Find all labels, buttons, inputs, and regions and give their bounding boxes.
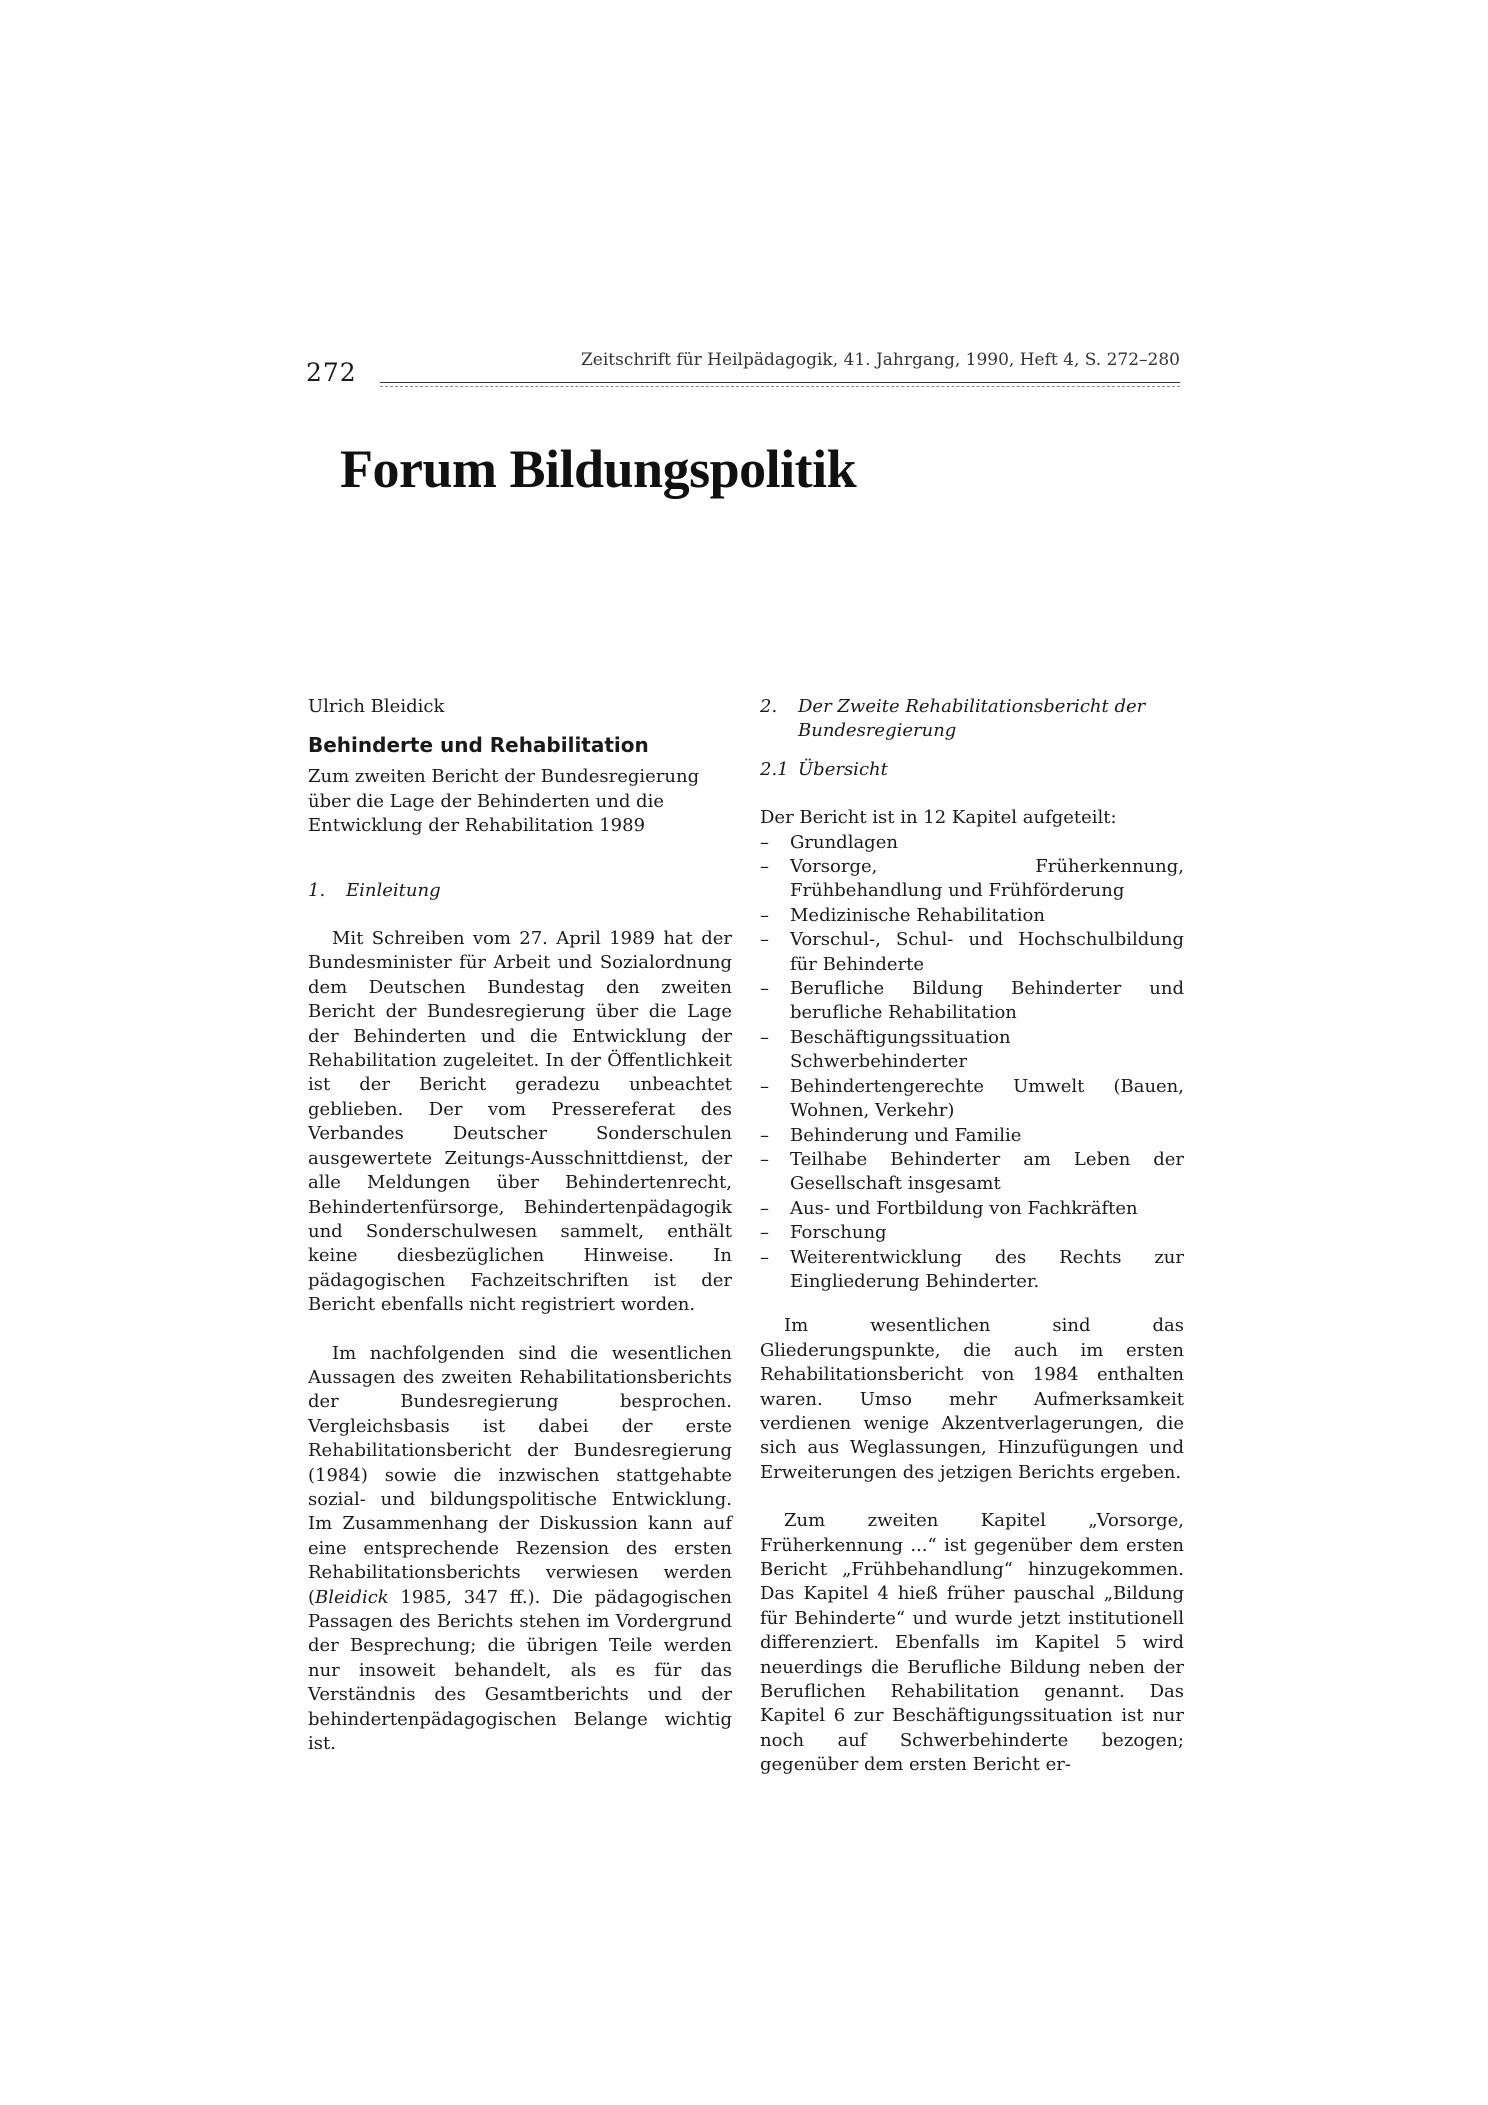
list-dash: –	[760, 856, 769, 878]
list-dash: –	[760, 1148, 769, 1170]
paragraph: Im wesentlichen sind das Gliederungspunkte, die auch im ersten Rehabilitationsbericht von 1984 enthalten waren. Umso mehr Aufmerksamkeit verdienen wenige Akzentverlagerungen, die sich aus Weglassungen, Hinzufügungen und Erweiterungen des jetzigen Berichts ergeben.	[760, 1315, 1184, 1483]
left-column	[308, 695, 732, 1780]
list-dash: –	[760, 1197, 769, 1219]
header-rule	[380, 382, 1180, 383]
heading-uebersicht	[760, 758, 1184, 782]
heading-text: Der Zweite Rehabilitationsbericht der Bundesregierung	[798, 696, 1146, 742]
chapter-list-item	[760, 1026, 1184, 1075]
list-dash: –	[760, 831, 769, 853]
header-rule-secondary	[380, 386, 1180, 387]
article-subtitle: Zum zweiten Bericht der Bundesregierung über die Lage der Behinderten und die Entwicklung der Rehabilitation 1989	[308, 766, 700, 837]
chapter-list-item-text: Grundlagen	[790, 831, 898, 853]
chapter-list-item-text: Forschung	[790, 1222, 887, 1244]
list-dash: –	[760, 929, 769, 951]
chapter-list-item	[760, 977, 1184, 1026]
list-intro: Der Bericht ist in 12 Kapitel aufgeteilt:	[760, 807, 1117, 829]
list-dash: –	[760, 904, 769, 926]
chapter-list-item-text: Vorschul-, Schul- und Hochschulbildung für Behinderte	[790, 929, 1184, 975]
chapter-list-item	[760, 1221, 1184, 1245]
chapter-list-item	[760, 831, 1184, 855]
heading-text: Übersicht	[798, 758, 888, 780]
heading-number: 2.1	[760, 758, 789, 780]
paragraph: Zum zweiten Kapitel „Vorsorge, Früherkennung ...“ ist gegenüber dem ersten Bericht „Frühbehandlung“ hinzugekommen. Das Kapitel 4 hieß früher pauschal „Bildung für Behinderte“ und wurde jetzt institutionell differenziert. Ebenfalls im Kapitel 5 wird neuerdings die Berufliche Bildung neben der Beruflichen Rehabilitation genannt. Das Kapitel 6 zur Beschäftigungssituation ist nur noch auf Schwerbehinderte bezogen; gegenüber dem ersten Bericht er-	[760, 1510, 1184, 1776]
chapter-list-item-text: Aus- und Fortbildung von Fachkräften	[790, 1197, 1138, 1219]
chapter-list-item	[760, 855, 1184, 904]
chapter-list-item	[760, 1246, 1184, 1295]
heading-einleitung	[308, 879, 732, 903]
chapter-list-item-text: Behindertengerechte Umwelt (Bauen, Wohnen, Verkehr)	[790, 1075, 1184, 1122]
right-column	[760, 695, 1184, 1802]
section-title: Forum Bildungspolitik	[340, 439, 857, 499]
chapter-list-item	[760, 1124, 1184, 1148]
paragraph-text: Im nachfolgenden sind die wesentlichen Aussagen des zweiten Rehabilitationsberichts der Bundesregierung besprochen. Vergleichsbasis ist dabei der erste Rehabilitationsbericht der Bundesregierung (1984) sowie die inzwischen stattgehabte sozial- und bildungspolitische Entwicklung. Im Zusammenhang der Diskussion kann auf eine entsprechende Rezension des ersten Rehabilitationsberichts verwiesen werden (	[308, 1342, 732, 1608]
heading-number: 2.	[760, 696, 778, 717]
heading-text: Einleitung	[346, 879, 441, 901]
list-dash: –	[760, 1222, 769, 1244]
chapter-list-item-text: Vorsorge, Früherkennung, Frühbehandlung und Frühförderung	[790, 856, 1184, 902]
list-dash: –	[760, 978, 769, 1000]
heading-number: 1.	[308, 879, 326, 901]
author: Ulrich Bleidick	[308, 696, 445, 717]
chapter-list-item-text: Beschäftigungssituation Schwerbehinderter	[790, 1026, 1011, 1073]
chapter-list-item-text: Behinderung und Familie	[790, 1124, 1022, 1146]
chapter-list-item-text: Berufliche Bildung Behinderter und berufliche Rehabilitation	[790, 978, 1184, 1024]
citation-author: Bleidick	[315, 1586, 389, 1608]
chapter-list-item	[760, 904, 1184, 928]
chapter-list-item	[760, 1197, 1184, 1221]
chapter-list-item	[760, 928, 1184, 977]
running-head-journal: Zeitschrift für Heilpädagogik, 41. Jahrgang, 1990, Heft 4, S. 272–280	[580, 350, 1180, 370]
heading-rehabilitationsbericht	[760, 695, 1184, 744]
chapter-list-item-text: Medizinische Rehabilitation	[790, 904, 1045, 926]
page-number: 272	[306, 358, 357, 387]
chapter-list-item	[760, 1075, 1184, 1124]
chapter-list-item	[760, 1148, 1184, 1197]
chapter-list-item-text: Weiterentwicklung des Rechts zur Eingliederung Behinderter.	[790, 1246, 1184, 1292]
list-dash: –	[760, 1026, 769, 1048]
list-dash: –	[760, 1124, 769, 1146]
article-title: Behinderte und Rehabilitation	[308, 733, 649, 758]
paragraph: Mit Schreiben vom 27. April 1989 hat der Bundesminister für Arbeit und Sozialordnung dem Deutschen Bundestag den zweiten Bericht der Bundesregierung über die Lage der Behinderten und die Entwicklung der Rehabilitation zugeleitet. In der Öffentlichkeit ist der Bericht geradezu unbeachtet geblieben. Der vom Pressereferat des Verbandes Deutscher Sonderschulen ausgewertete Zeitungs-Ausschnittdienst, der alle Meldungen über Behindertenrecht, Behindertenfürsorge, Behindertenpädagogik und Sonderschulwesen sammelt, enthält keine diesbezüglichen Hinweise. In pädagogischen Fachzeitschriften ist der Bericht ebenfalls nicht registriert worden.	[308, 928, 732, 1316]
paragraph-text: 1985, 347 ff.). Die pädagogischen Passagen des Berichts stehen im Vordergrund der Besprechung; die übrigen Teile werden nur insoweit behandelt, als es für das Verständnis des Gesamtberichts und der behindertenpädagogischen Belange wichtig ist.	[308, 1586, 732, 1755]
list-dash: –	[760, 1246, 769, 1268]
chapter-list	[760, 831, 1184, 1295]
paragraph	[308, 1342, 732, 1757]
chapter-list-item-text: Teilhabe Behinderter am Leben der Gesellschaft insgesamt	[790, 1148, 1184, 1195]
list-dash: –	[760, 1075, 769, 1097]
